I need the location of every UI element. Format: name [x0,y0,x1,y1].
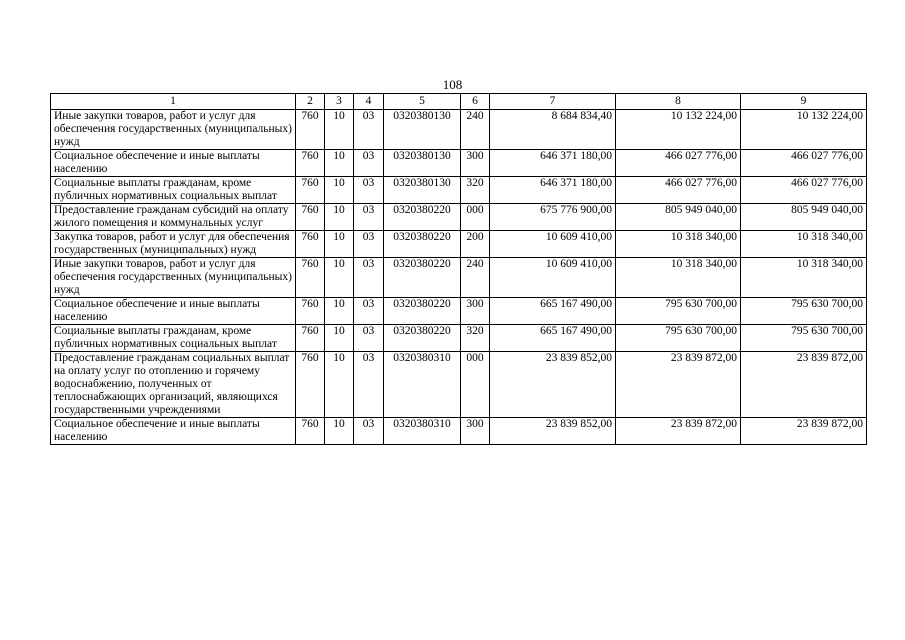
row-name: Предоставление гражданам социальных выплат на оплату услуг по отоплению и горячему водоснабжению, полученных от теплоснабжающих организаций, являющихся государственными учреждениями [51,352,296,418]
amount-col-8: 10 318 340,00 [616,231,741,258]
section-code: 10 [325,150,354,177]
amount-col-8: 23 839 872,00 [616,352,741,418]
section-code: 10 [325,231,354,258]
section-code: 10 [325,110,354,150]
amount-col-9: 23 839 872,00 [741,418,867,445]
section-code: 10 [325,418,354,445]
column-header: 5 [384,94,461,110]
subsection-code: 03 [354,325,384,352]
ministry-code: 760 [296,204,325,231]
target-article-code: 0320380220 [384,204,461,231]
subsection-code: 03 [354,177,384,204]
subsection-code: 03 [354,231,384,258]
amount-col-9: 795 630 700,00 [741,298,867,325]
row-name: Социальное обеспечение и иные выплаты населению [51,150,296,177]
section-code: 10 [325,298,354,325]
subsection-code: 03 [354,204,384,231]
target-article-code: 0320380220 [384,258,461,298]
expense-type-code: 300 [461,298,490,325]
target-article-code: 0320380310 [384,352,461,418]
expense-type-code: 300 [461,418,490,445]
expense-type-code: 000 [461,352,490,418]
subsection-code: 03 [354,418,384,445]
amount-col-9: 795 630 700,00 [741,325,867,352]
target-article-code: 0320380220 [384,325,461,352]
amount-col-7: 10 609 410,00 [490,258,616,298]
ministry-code: 760 [296,110,325,150]
subsection-code: 03 [354,258,384,298]
amount-col-7: 8 684 834,40 [490,110,616,150]
subsection-code: 03 [354,352,384,418]
amount-col-8: 795 630 700,00 [616,325,741,352]
target-article-code: 0320380310 [384,418,461,445]
ministry-code: 760 [296,150,325,177]
target-article-code: 0320380130 [384,110,461,150]
target-article-code: 0320380220 [384,298,461,325]
ministry-code: 760 [296,352,325,418]
subsection-code: 03 [354,298,384,325]
amount-col-7: 23 839 852,00 [490,418,616,445]
section-code: 10 [325,177,354,204]
section-code: 10 [325,258,354,298]
amount-col-9: 10 318 340,00 [741,258,867,298]
amount-col-7: 665 167 490,00 [490,298,616,325]
target-article-code: 0320380220 [384,231,461,258]
subsection-code: 03 [354,110,384,150]
amount-col-8: 466 027 776,00 [616,150,741,177]
budget-table [50,93,867,445]
amount-col-7: 23 839 852,00 [490,352,616,418]
row-name: Иные закупки товаров, работ и услуг для обеспечения государственных (муниципальных) нужд [51,110,296,150]
amount-col-8: 466 027 776,00 [616,177,741,204]
table-row [51,150,867,177]
ministry-code: 760 [296,231,325,258]
row-name: Иные закупки товаров, работ и услуг для обеспечения государственных (муниципальных) нужд [51,258,296,298]
expense-type-code: 320 [461,325,490,352]
table-row [51,204,867,231]
amount-col-9: 466 027 776,00 [741,150,867,177]
amount-col-8: 23 839 872,00 [616,418,741,445]
target-article-code: 0320380130 [384,177,461,204]
ministry-code: 760 [296,418,325,445]
amount-col-9: 10 132 224,00 [741,110,867,150]
ministry-code: 760 [296,325,325,352]
section-code: 10 [325,204,354,231]
amount-col-8: 10 318 340,00 [616,258,741,298]
expense-type-code: 240 [461,258,490,298]
expense-type-code: 240 [461,110,490,150]
column-header: 7 [490,94,616,110]
column-header: 9 [741,94,867,110]
amount-col-7: 665 167 490,00 [490,325,616,352]
column-header: 8 [616,94,741,110]
amount-col-8: 795 630 700,00 [616,298,741,325]
ministry-code: 760 [296,298,325,325]
row-name: Социальное обеспечение и иные выплаты населению [51,298,296,325]
table-row [51,352,867,418]
ministry-code: 760 [296,177,325,204]
column-header: 6 [461,94,490,110]
section-code: 10 [325,352,354,418]
column-header: 4 [354,94,384,110]
subsection-code: 03 [354,150,384,177]
header-row [51,94,867,110]
target-article-code: 0320380130 [384,150,461,177]
table-row [51,298,867,325]
table-row [51,418,867,445]
ministry-code: 760 [296,258,325,298]
row-name: Закупка товаров, работ и услуг для обеспечения государственных (муниципальных) нужд [51,231,296,258]
row-name: Предоставление гражданам субсидий на оплату жилого помещения и коммунальных услуг [51,204,296,231]
expense-type-code: 200 [461,231,490,258]
amount-col-9: 805 949 040,00 [741,204,867,231]
column-header: 1 [51,94,296,110]
table-row [51,258,867,298]
expense-type-code: 000 [461,204,490,231]
amount-col-9: 23 839 872,00 [741,352,867,418]
amount-col-9: 466 027 776,00 [741,177,867,204]
row-name: Социальное обеспечение и иные выплаты населению [51,418,296,445]
table-row [51,110,867,150]
table-row [51,177,867,204]
amount-col-7: 10 609 410,00 [490,231,616,258]
table-row [51,231,867,258]
amount-col-7: 646 371 180,00 [490,150,616,177]
row-name: Социальные выплаты гражданам, кроме публичных нормативных социальных выплат [51,177,296,204]
column-header: 2 [296,94,325,110]
expense-type-code: 320 [461,177,490,204]
amount-col-7: 646 371 180,00 [490,177,616,204]
amount-col-9: 10 318 340,00 [741,231,867,258]
amount-col-8: 805 949 040,00 [616,204,741,231]
table-row [51,325,867,352]
column-header: 3 [325,94,354,110]
amount-col-8: 10 132 224,00 [616,110,741,150]
row-name: Социальные выплаты гражданам, кроме публичных нормативных социальных выплат [51,325,296,352]
amount-col-7: 675 776 900,00 [490,204,616,231]
page-number: 108 [442,77,463,92]
section-code: 10 [325,325,354,352]
expense-type-code: 300 [461,150,490,177]
